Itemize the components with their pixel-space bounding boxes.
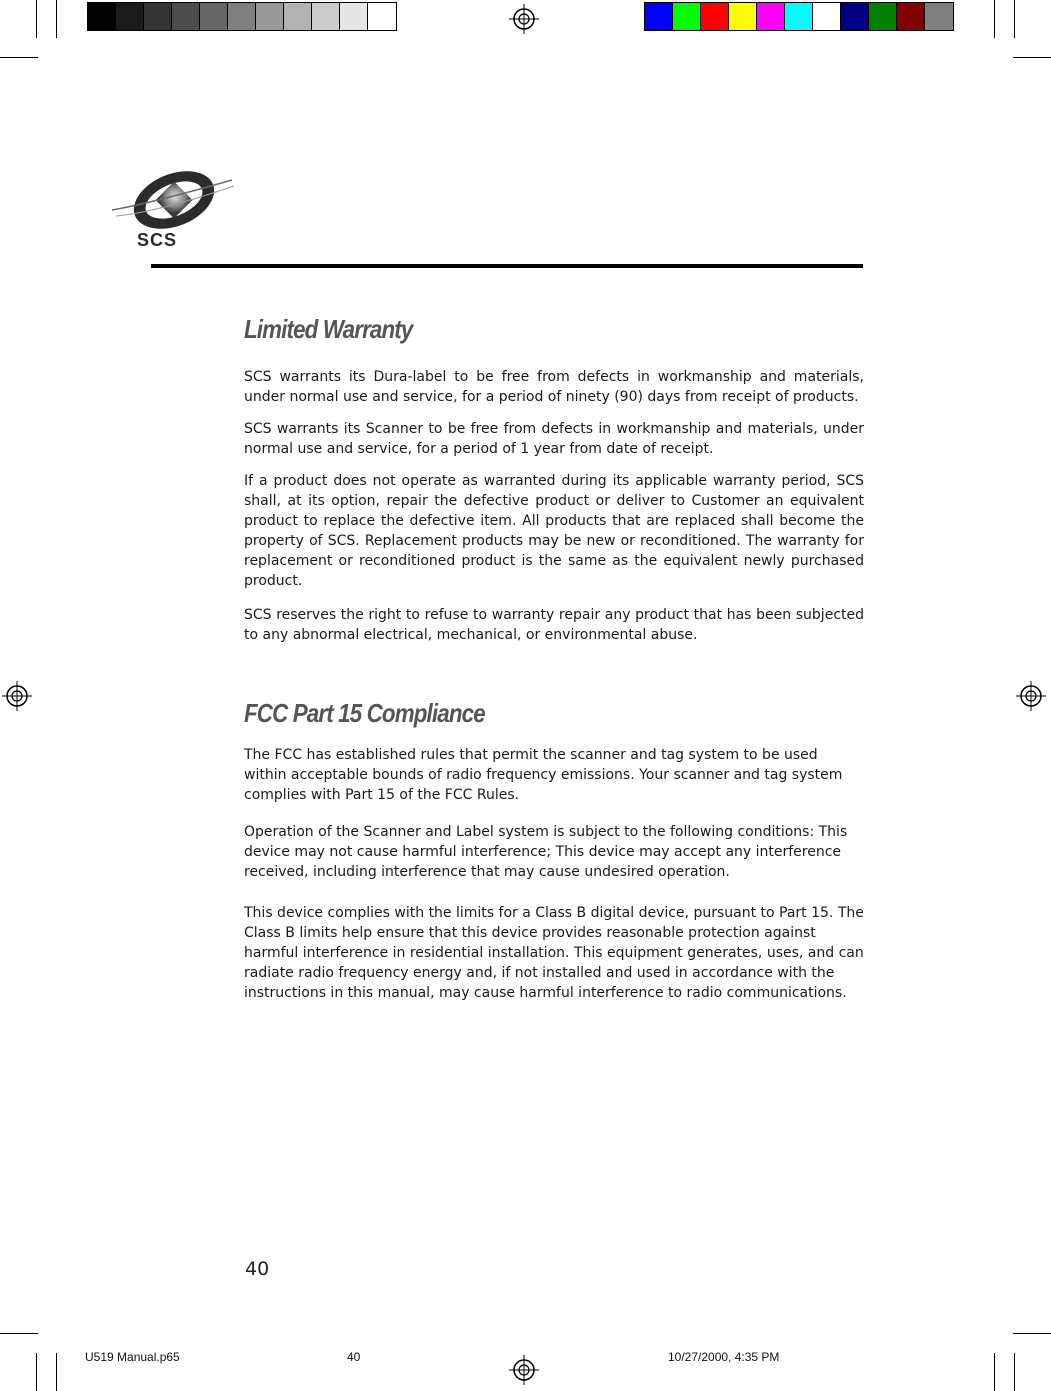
- warranty-paragraph-1: SCS warrants its Dura-label to be free from defects in workmanship and materials, under normal use and service, for a period of ninety (90) days from receipt of products.: [244, 369, 864, 405]
- color-swatch: [701, 3, 729, 30]
- crop-mark: [1014, 0, 1015, 38]
- warranty-paragraph-2: SCS warrants its Scanner to be free from defects in workmanship and materials, under normal use and service, for a period of 1 year from date of receipt.: [244, 421, 864, 457]
- color-swatch: [228, 3, 256, 30]
- color-swatch: [312, 3, 340, 30]
- grayscale-color-bar: [87, 2, 397, 31]
- crop-mark: [0, 57, 38, 58]
- registration-mark-icon: [2, 681, 32, 711]
- section-title-fcc: FCC Part 15 Compliance: [244, 698, 485, 728]
- color-swatch: [88, 3, 116, 30]
- fcc-paragraph-1: The FCC has established rules that permit the scanner and tag system to be used within acceptable bounds of radio frequency emissions. Your scanner and tag system complies with Part 15 of the FCC Rules.: [244, 747, 843, 803]
- crop-mark: [1014, 1353, 1015, 1391]
- crop-mark: [56, 1353, 57, 1391]
- crop-mark: [994, 1353, 995, 1391]
- registration-mark-icon: [509, 4, 539, 34]
- slug-file-name: U519 Manual.p65: [85, 1350, 180, 1364]
- color-swatch: [813, 3, 841, 30]
- color-swatch: [368, 3, 396, 30]
- warranty-paragraph-3: If a product does not operate as warranted during its applicable warranty period, SCS shall, at its option, repair the defective product or deliver to Customer an equivalent product to replace the defective item. All products that are replaced shall become the property of SCS. Replacement products may be new or reconditioned. The warranty for replacement or reconditioned product is the same as the equivalent newly purchased product.: [244, 473, 864, 589]
- fcc-paragraph-3: This device complies with the limits for a Class B digital device, pursuant to Part 15. The Class B limits help ensure that this device provides reasonable protection against harmful interference in residential installation. This equipment generates, uses, and can radiate radio frequency energy and, if not installed and used in accordance with the instructions in this manual, may cause harmful interference to radio communications.: [244, 905, 864, 1001]
- section-title-warranty: Limited Warranty: [244, 314, 413, 344]
- slug-date: 10/27/2000, 4:35 PM: [668, 1350, 780, 1364]
- color-swatch: [340, 3, 368, 30]
- crop-mark: [994, 0, 995, 38]
- color-swatch: [116, 3, 144, 30]
- slug-page-number: 40: [347, 1350, 361, 1364]
- color-swatch: [144, 3, 172, 30]
- crop-mark: [56, 0, 57, 38]
- registration-mark-icon: [509, 1355, 539, 1385]
- color-swatch: [284, 3, 312, 30]
- crop-mark: [36, 1353, 37, 1391]
- crop-mark: [1013, 57, 1051, 58]
- fcc-paragraph-2: Operation of the Scanner and Label system is subject to the following conditions: This device may not cause harmful interference; This device may accept any interference received, including interference that may cause undesired operation.: [244, 824, 848, 880]
- color-swatch: [757, 3, 785, 30]
- color-swatch: [841, 3, 869, 30]
- process-color-bar: [644, 2, 954, 31]
- header-rule: [151, 264, 863, 268]
- color-swatch: [673, 3, 701, 30]
- page-number: 40: [245, 1258, 270, 1280]
- registration-mark-icon: [1016, 681, 1046, 711]
- color-swatch: [897, 3, 925, 30]
- color-swatch: [785, 3, 813, 30]
- warranty-paragraph-4: SCS reserves the right to refuse to warranty repair any product that has been subjected to any abnormal electrical, mechanical, or environmental abuse.: [244, 607, 864, 643]
- color-swatch: [172, 3, 200, 30]
- color-swatch: [729, 3, 757, 30]
- logo-text: SCS: [137, 230, 178, 250]
- color-swatch: [256, 3, 284, 30]
- color-swatch: [925, 3, 953, 30]
- crop-mark: [1013, 1333, 1051, 1334]
- scs-logo-icon: [108, 158, 238, 250]
- color-swatch: [645, 3, 673, 30]
- crop-mark: [36, 0, 37, 38]
- crop-mark: [0, 1333, 38, 1334]
- color-swatch: [200, 3, 228, 30]
- color-swatch: [869, 3, 897, 30]
